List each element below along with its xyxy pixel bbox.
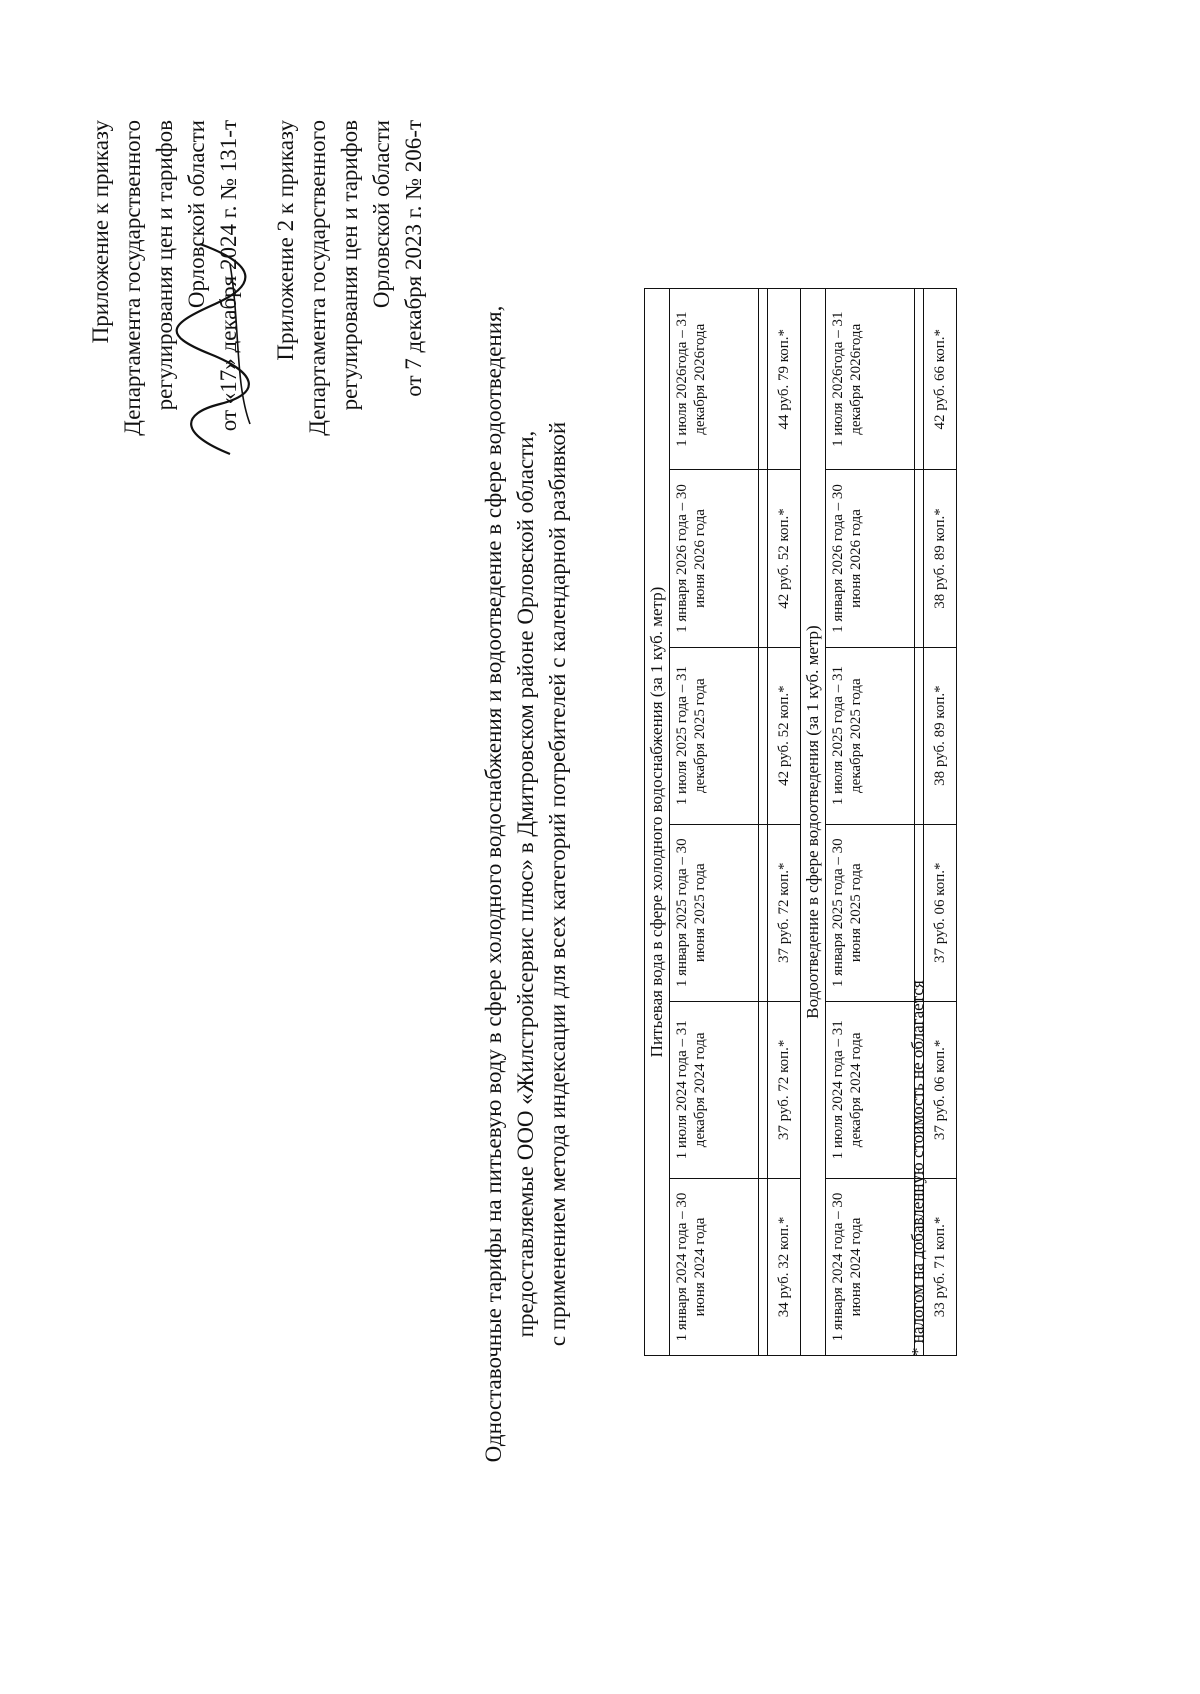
tariff-value-cell: 42 руб. 66 коп.* — [924, 289, 957, 470]
period-cell: 1 июля 2024 года – 31 декабря 2024 года — [670, 1001, 759, 1178]
period-cell: 1 июля 2025 года – 31 декабря 2025 года — [670, 647, 759, 824]
tariff-value-cell: 38 руб. 89 коп.* — [924, 470, 957, 647]
title-line: Одноставочные тарифы на питьевую воду в сфере холодного водоснабжения и водоотведение в сфере водоотведения, — [481, 305, 506, 1463]
period-cell: 1 июля 2024 года – 31 декабря 2024 года — [826, 1001, 915, 1178]
tariff-value-cell: 42 руб. 52 коп.* — [768, 470, 801, 647]
period-cell: 1 января 2026 года – 30 июня 2026 года — [826, 470, 915, 647]
title-line: предоставляемые ООО «Жилстройсервис плюс» в Дмитровском районе Орловской области, — [513, 430, 538, 1338]
tariff-value-cell: 42 руб. 52 коп.* — [768, 647, 801, 824]
tariff-value-cell: 37 руб. 72 коп.* — [768, 1001, 801, 1178]
spacer-cell — [759, 1001, 768, 1178]
header-line: Приложение к приказу — [88, 120, 113, 344]
period-cell: 1 января 2025 года – 30 июня 2025 года — [826, 824, 915, 1001]
document-title — [478, 194, 574, 1574]
tariff-value-cell: 44 руб. 79 коп.* — [768, 289, 801, 470]
header-line: Орловской области — [184, 120, 209, 309]
spacer-cell — [759, 824, 768, 1001]
spacer-cell — [915, 824, 924, 1001]
title-line: с применением метода индексации для всех категорий потребителей с календарной разбивкой — [545, 421, 570, 1347]
spacer-cell — [759, 289, 768, 470]
period-cell: 1 января 2026 года – 30 июня 2026 года — [670, 470, 759, 647]
sewer-section-header: Водоотведение в сфере водоотведения (за 1 куб. метр) — [801, 289, 826, 1356]
table-row — [801, 289, 826, 1356]
spacer-cell — [915, 470, 924, 647]
amended-order-header — [270, 120, 430, 436]
table-row — [645, 289, 670, 1356]
header-line: регулирования цен и тарифов — [337, 120, 362, 411]
spacer-cell — [759, 1178, 768, 1355]
header-line: Департамента государственного — [305, 120, 330, 436]
header-line: Департамента государственного — [120, 120, 145, 436]
header-line: Приложение 2 к приказу — [273, 120, 298, 361]
period-cell: 1 июля 2026года – 31 декабря 2026года — [826, 289, 915, 470]
header-line: от «17» декабря 2024 г. № 131-т — [216, 120, 241, 432]
table-row — [759, 289, 768, 1356]
header-line: от 7 декабря 2023 г. № 206-т — [401, 120, 426, 397]
spacer-cell — [915, 647, 924, 824]
period-cell: 1 июля 2026года – 31 декабря 2026года — [670, 289, 759, 470]
table-row — [826, 289, 915, 1356]
spacer-cell — [759, 470, 768, 647]
spacer-cell — [915, 289, 924, 470]
tariff-value-cell: 37 руб. 06 коп.* — [924, 1001, 957, 1178]
period-cell: 1 января 2025 года – 30 июня 2025 года — [670, 824, 759, 1001]
header-line: регулирования цен и тарифов — [152, 120, 177, 411]
tariff-value-cell: 33 руб. 71 коп.* — [924, 1178, 957, 1355]
tariff-value-cell: 37 руб. 06 коп.* — [924, 824, 957, 1001]
table-row — [768, 289, 801, 1356]
table-row — [924, 289, 957, 1356]
spacer-cell — [759, 647, 768, 824]
tariff-value-cell: 34 руб. 32 коп.* — [768, 1178, 801, 1355]
tariff-value-cell: 38 руб. 89 коп.* — [924, 647, 957, 824]
water-section-header: Питьевая вода в сфере холодного водоснабжения (за 1 куб. метр) — [645, 289, 670, 1356]
period-cell: 1 июля 2025 года – 31 декабря 2025 года — [826, 647, 915, 824]
period-cell: 1 января 2024 года – 30 июня 2024 года — [670, 1178, 759, 1355]
header-line: Орловской области — [369, 120, 394, 309]
tariff-value-cell: 37 руб. 72 коп.* — [768, 824, 801, 1001]
table-row — [670, 289, 759, 1356]
handwritten-signature — [160, 234, 270, 464]
period-cell: 1 января 2024 года – 30 июня 2024 года — [826, 1178, 915, 1355]
vat-footnote: * налогом на добавленную стоимость не облагается — [908, 980, 927, 1356]
